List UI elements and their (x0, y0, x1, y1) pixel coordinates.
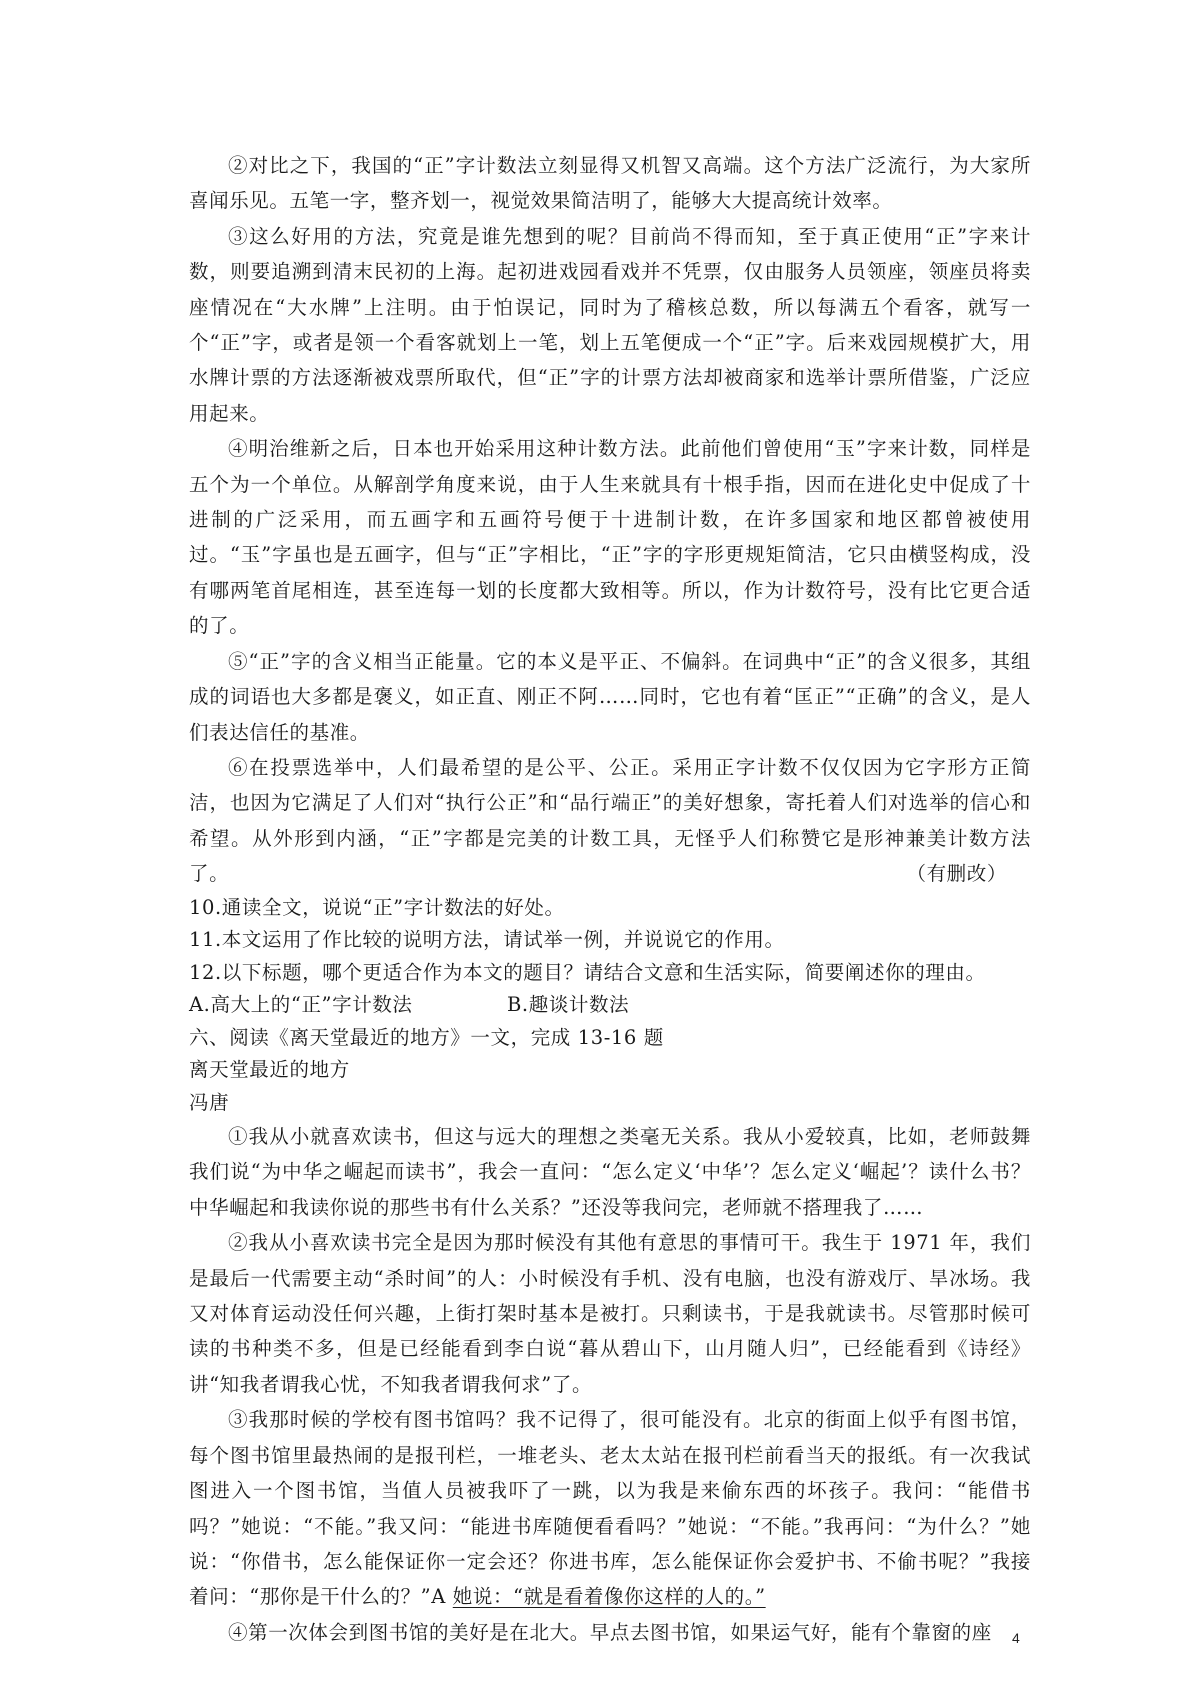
passage2-paragraph-3 (189, 1402, 1031, 1614)
question-11: 11.本文运用了作比较的说明方法，请试举一例，并说说它的作用。 (189, 928, 785, 952)
passage1-paragraph-2: ②对比之下，我国的“正”字计数法立刻显得又机智又高端。这个方法广泛流行，为大家所喜闻乐见。五笔一字，整齐划一，视觉效果简洁明了，能够大大提高统计效率。 (189, 154, 1031, 213)
question-12-options (189, 989, 1031, 1022)
passage1-paragraph-5: ⑤“正”字的含义相当正能量。它的本义是平正、不偏斜。在词典中“正”的含义很多，其组成的词语也大多都是褒义，如正直、刚正不阿……同时，它也有着“匡正”“正确”的含义，是人们表达信任的基准。 (189, 649, 1031, 744)
passage1-paragraph-6 (189, 750, 1031, 892)
passage2-paragraph-1: ①我从小就喜欢读书，但这与远大的理想之类毫无关系。我从小爱较真，比如，老师鼓舞我们说“为中华之崛起而读书”，我会一直问：“怎么定义‘中华’？怎么定义‘崛起’？读什么书？中华崛起和我读你说的那些书有什么关系？”还没等我问完，老师就不搭理我了…… (189, 1125, 1031, 1219)
page-content (189, 148, 1031, 1650)
marker-a: A (431, 1585, 446, 1609)
page-number: 4 (1012, 1630, 1020, 1646)
passage2-paragraph-4: ④第一次体会到图书馆的美好是在北大。早点去图书馆，如果运气好，能有个靠窗的座 (228, 1620, 992, 1644)
section-6-heading: 六、阅读《离天堂最近的地方》一文，完成 13-16 题 (189, 1025, 664, 1049)
passage1-paragraph-4: ④明治维新之后，日本也开始采用这种计数方法。此前他们曾使用“玉”字来计数，同样是五个为一个单位。从解剖学角度来说，由于人生来就具有十根手指，因而在进化史中促成了十进制的广泛采用，而五画字和五画符号便于十进制计数，在许多国家和地区都曾被使用过。“玉”字虽也是五画字，但与“正”字相比，“正”字的字形更规矩简洁，它只由横竖构成，没有哪两笔首尾相连，甚至连每一划的长度都大致相等。所以，作为计数符号，没有比它更合适的了。 (189, 437, 1031, 638)
underlined-sentence-a: 她说：“就是看着像你这样的人的。” (452, 1585, 766, 1609)
source-note: （有删改） (906, 862, 1007, 886)
passage1-paragraph-6-text: ⑥在投票选举中，人们最希望的是公平、公正。采用正字计数不仅仅因为它字形方正简洁，也因为它满足了人们对“执行公正”和“品行端正”的美好想象，寄托着人们对选举的信心和希望。从外形到内涵，“正”字都是完美的计数工具，无怪乎人们称赞它是形神兼美计数方法了。 (189, 755, 1031, 886)
question-12: 12.以下标题，哪个更适合作为本文的题目？请结合文意和生活实际，简要阐述你的理由。 (189, 960, 986, 984)
question-10: 10.通读全文，说说“正”字计数法的好处。 (189, 895, 565, 919)
option-a: A.高大上的“正”字计数法 (189, 993, 413, 1017)
option-b: B.趣谈计数法 (507, 993, 630, 1017)
passage1-paragraph-3: ③这么好用的方法，究竟是谁先想到的呢？目前尚不得而知，至于真正使用“正”字来计数，则要追溯到清末民初的上海。起初进戏园看戏并不凭票，仅由服务人员领座，领座员将卖座情况在“大水牌”上注明。由于怕误记，同时为了稽核总数，所以每满五个看客，就写一个“正”字，或者是领一个看客就划上一笔，划上五笔便成一个“正”字。后来戏园规模扩大，用水牌计票的方法逐渐被戏票所取代，但“正”字的计票方法却被商家和选举计票所借鉴，广泛应用起来。 (189, 224, 1031, 425)
passage2-paragraph-2: ②我从小喜欢读书完全是因为那时候没有其他有意思的事情可干。我生于 1971 年，我们是最后一代需要主动“杀时间”的人：小时候没有手机、没有电脑，也没有游戏厅、旱冰场。我又对体育运动没任何兴趣，上街打架时基本是被打。只剩读书，于是我就读书。尽管那时候可读的书种类不多，但是已经能看到李白说“暮从碧山下，山月随人归”，已经能看到《诗经》讲“知我者谓我心忧，不知我者谓我何求”了。 (189, 1231, 1031, 1396)
article-author: 冯唐 (189, 1090, 230, 1114)
article-title: 离天堂最近的地方 (189, 1058, 350, 1082)
passage2-paragraph-3-text: ③我那时候的学校有图书馆吗？我不记得了，很可能没有。北京的街面上似乎有图书馆，每个图书馆里最热闹的是报刊栏，一堆老头、老太太站在报刊栏前看当天的报纸。有一次我试图进入一个图书馆，当值人员被我吓了一跳，以为我是来偷东西的坏孩子。我问：“能借书吗？”她说：“不能。”我又问：“能进书库随便看看吗？”她说：“不能。”我再问：“为什么？”她说：“你借书，怎么能保证你一定会还？你进书库，怎么能保证你会爱护书、不偷书呢？”我接着问：“那你是干什么的？” (189, 1408, 1031, 1609)
